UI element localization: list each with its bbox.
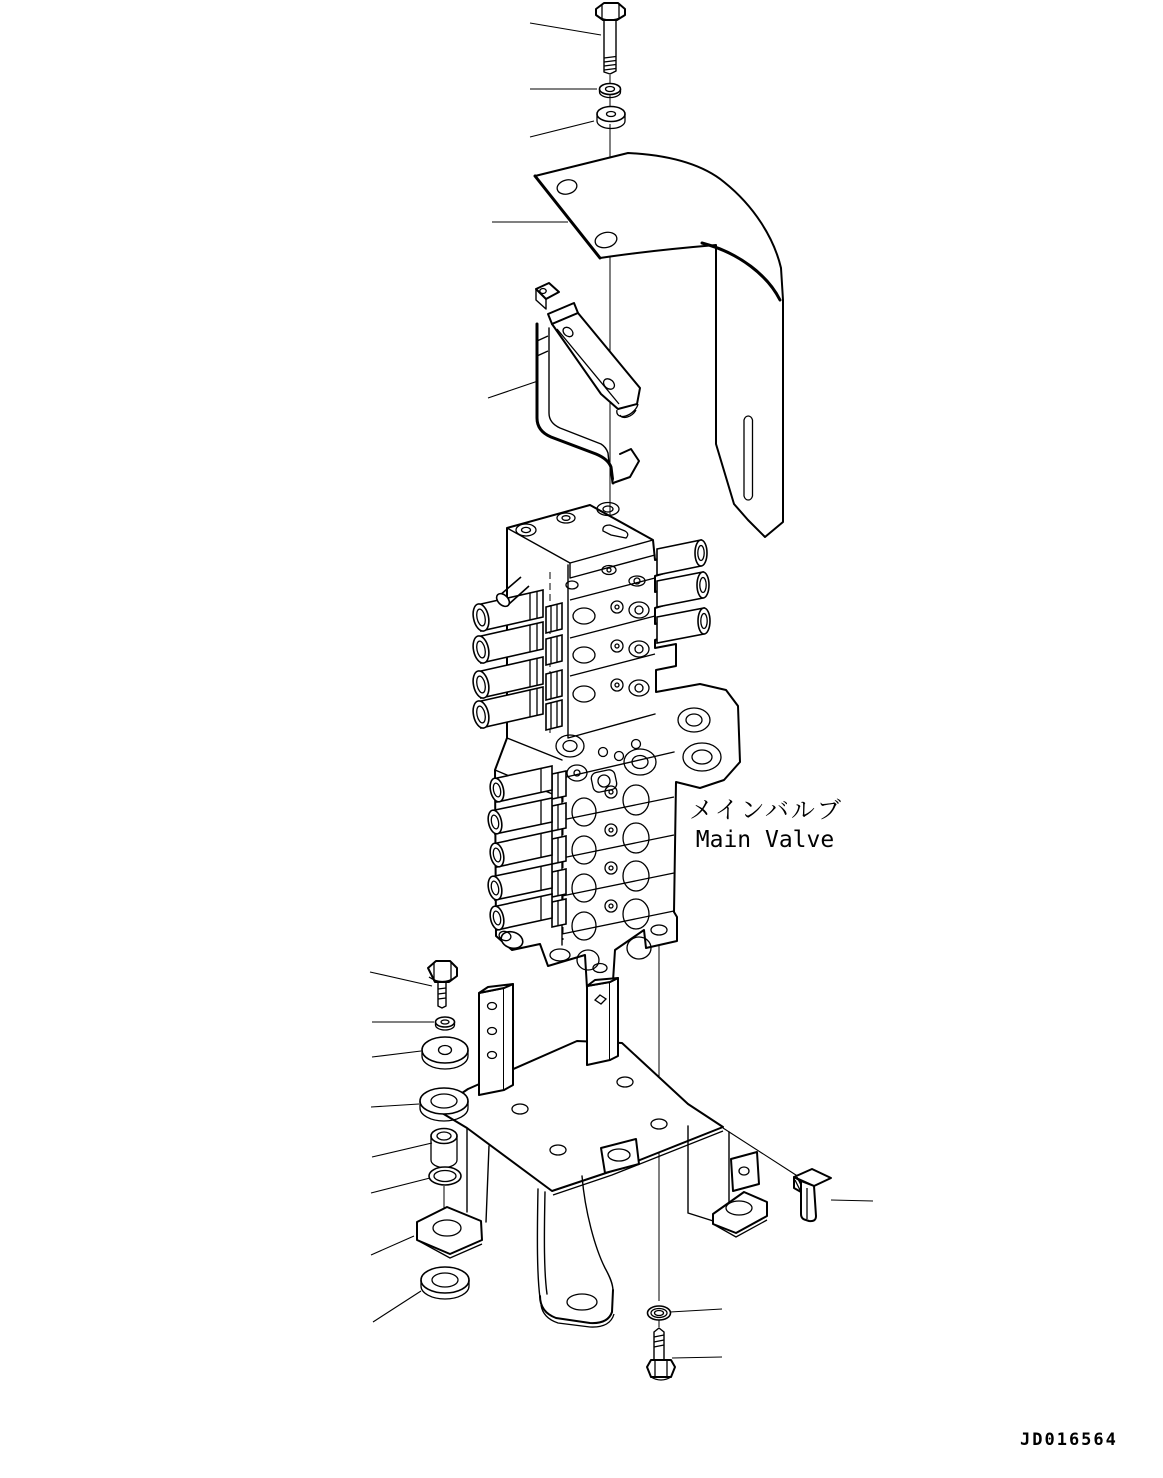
lower-left-port-cylinders xyxy=(486,766,566,951)
stand-lower-washer xyxy=(421,1267,469,1299)
main-valve-label-en: Main Valve xyxy=(695,827,835,853)
bottom-bolt xyxy=(647,1328,675,1380)
main-valve-label-jp: メインバルブ xyxy=(689,796,843,824)
drawing-number: JD016564 xyxy=(1020,1430,1118,1450)
stand-left-post xyxy=(479,984,513,1095)
stand-bolt xyxy=(428,961,457,1008)
top-plain-washer xyxy=(597,107,625,129)
mounting-stand xyxy=(417,978,767,1327)
l-clip xyxy=(794,1169,831,1221)
stand-collar-bushing xyxy=(431,1129,457,1168)
right-port-cylinders xyxy=(657,540,710,643)
bottom-washer xyxy=(648,1306,671,1320)
stand-left-leg xyxy=(417,1128,489,1258)
valve-support-bracket xyxy=(536,283,640,483)
top-mounting-bolt xyxy=(596,3,625,74)
main-valve-assembly xyxy=(471,503,740,989)
stand-spring-washer xyxy=(436,1017,455,1030)
stand-right-leg xyxy=(537,1176,614,1327)
stand-o-ring xyxy=(429,1167,461,1185)
stand-right-post xyxy=(587,978,618,1065)
stand-flat-washer xyxy=(422,1037,468,1069)
